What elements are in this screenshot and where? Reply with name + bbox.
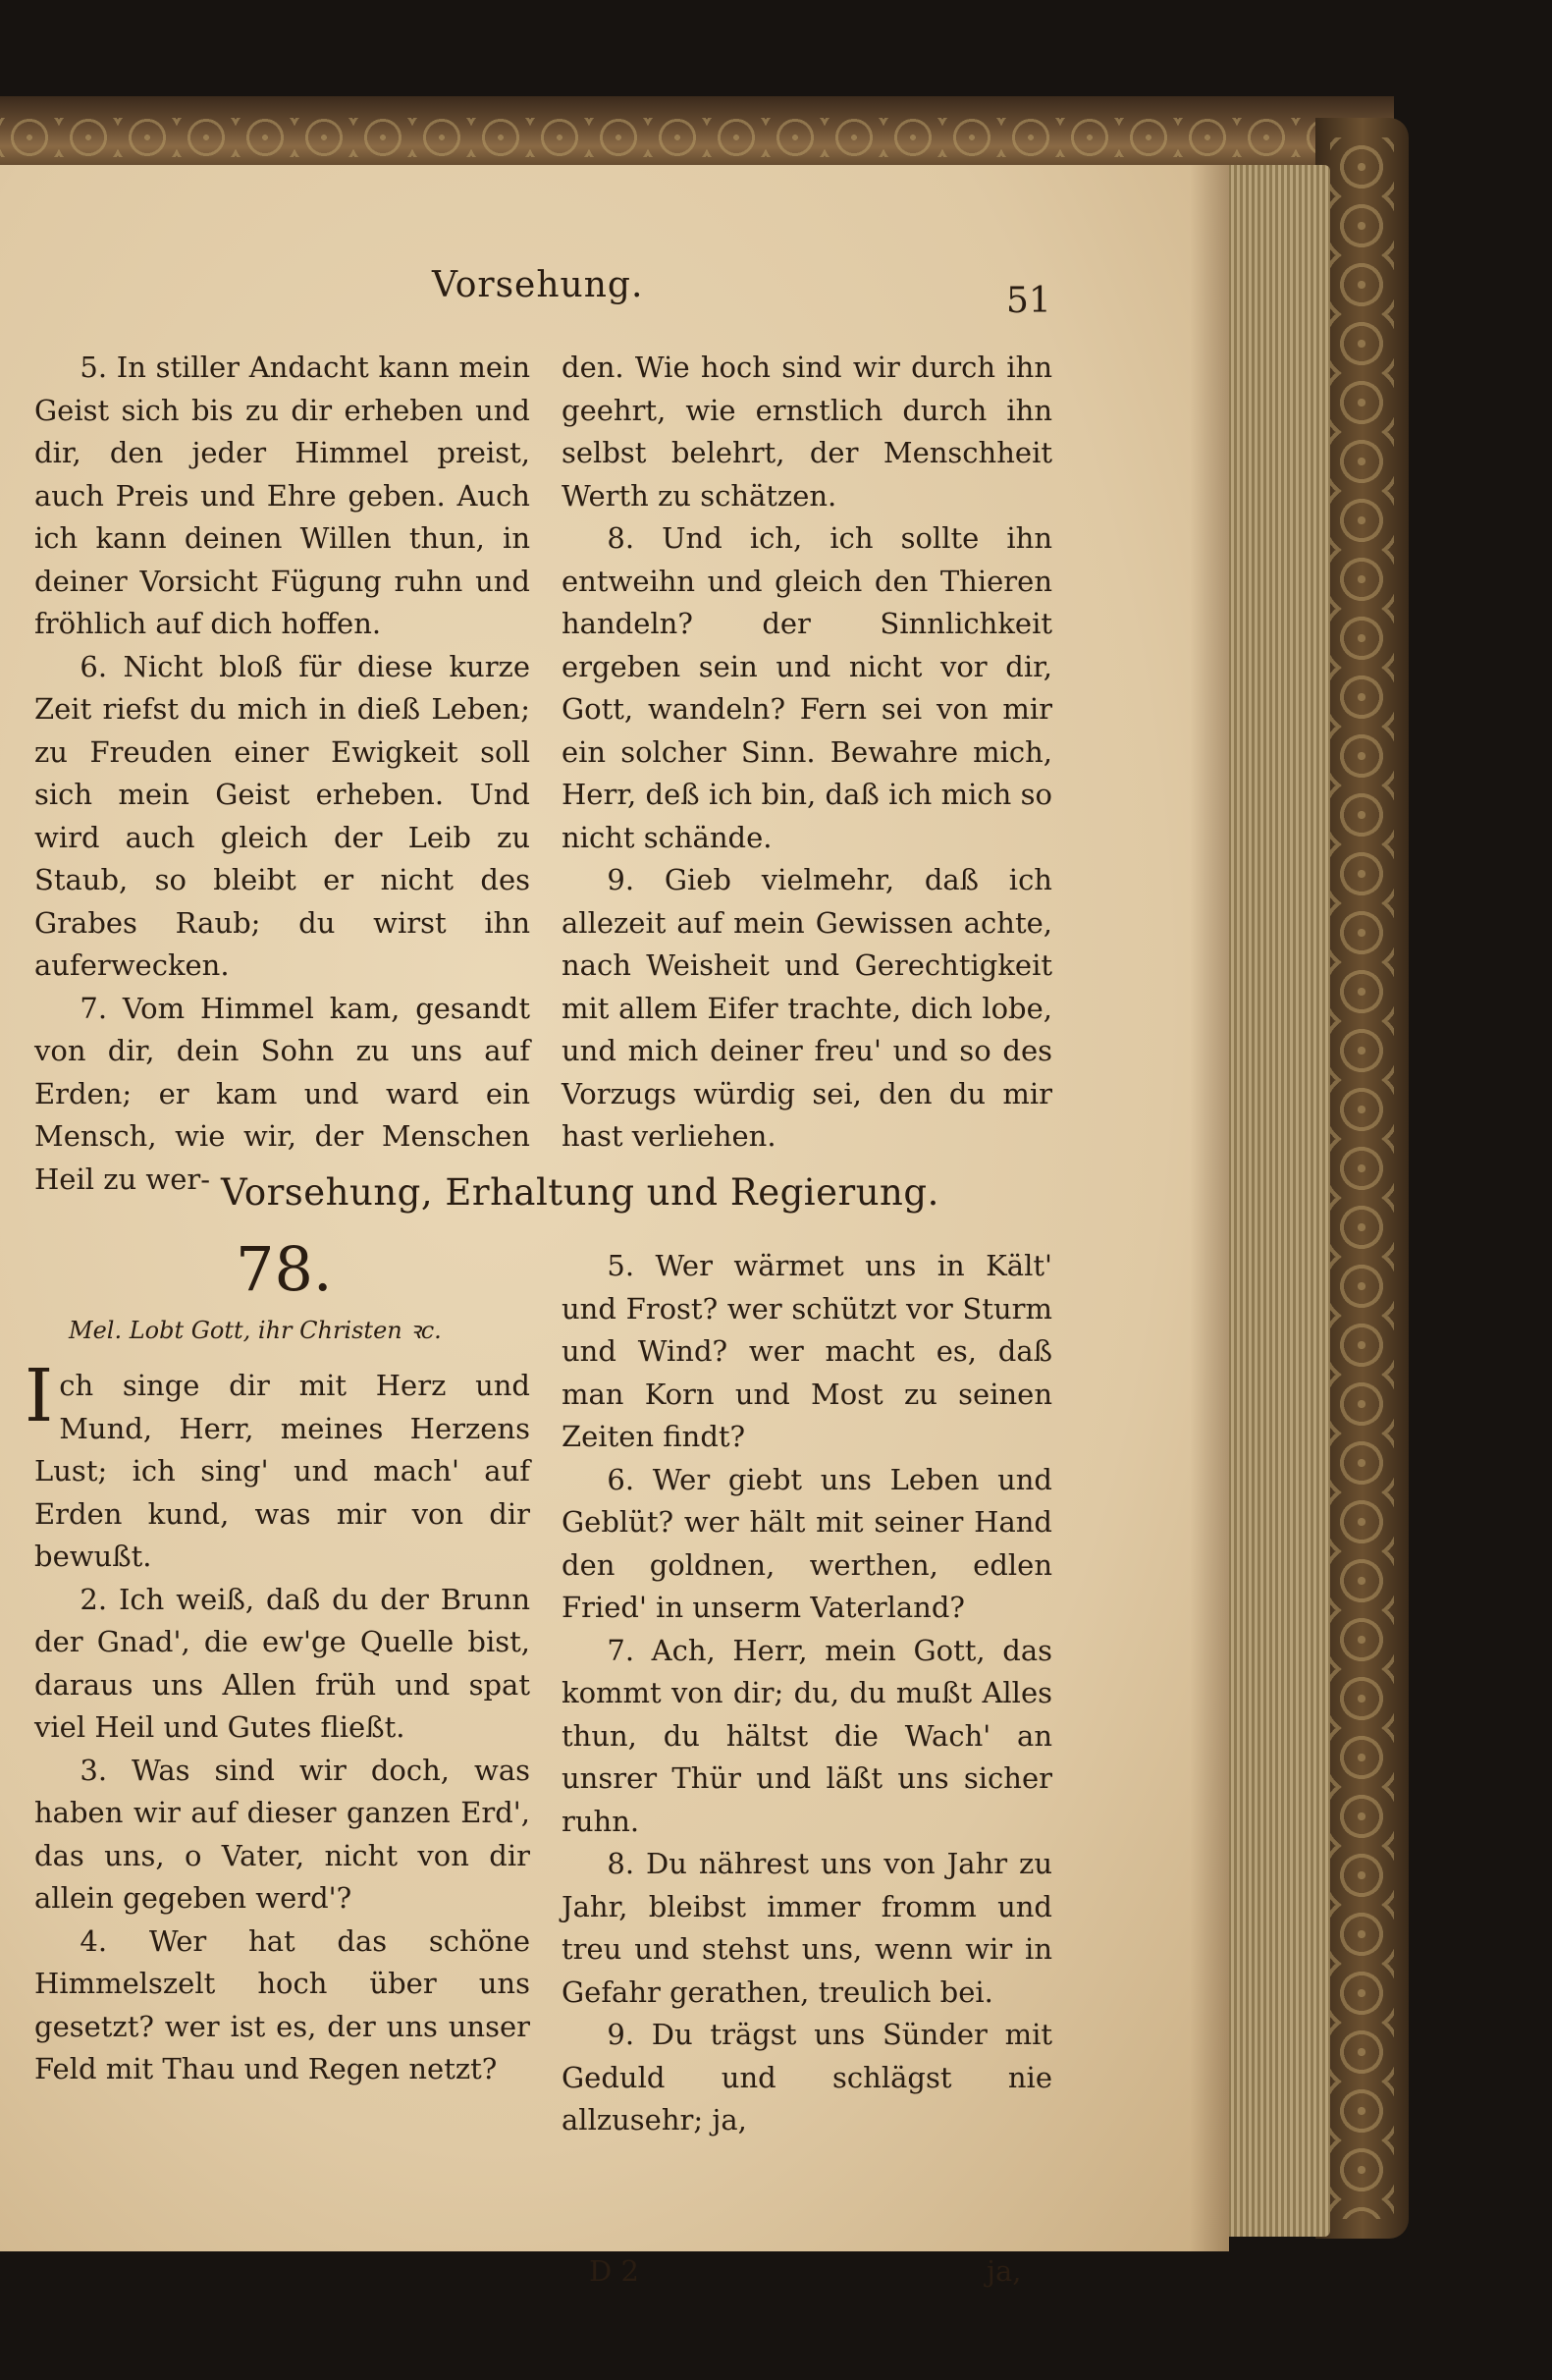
verse: 8. Du nährest uns von Jahr zu Jahr, bleibst immer fromm und treu und stehst uns, wenn wir in Gefahr gerathen, treulich bei. [562,1847,1052,2009]
verse: den. Wie hoch sind wir durch ihn geehrt, wie ernstlich durch ihn selbst belehrt, der Menschheit Werth zu schätzen. [562,351,1052,513]
column-bottom-right [562,1245,1052,2142]
cover-ornament [0,118,1394,157]
verse: 3. Was sind wir doch, was haben wir auf dieser ganzen Erd', das uns, o Vater, nicht von dir allein gegeben werd'? [34,1753,530,1915]
column-top-right [562,347,1052,1159]
section-heading: Vorsehung, Erhaltung und Regierung. [221,1171,939,1214]
column-top-left [34,347,530,1201]
verse: 9. Gieb vielmehr, daß ich allezeit auf mein Gewissen achte, nach Weisheit und Gerechtigkeit mit allem Eifer trachte, dich lobe, und mich deiner freu' und so des Vorzugs würdig sei, den du mir hast verliehen. [562,863,1052,1153]
hymn-number: 78. [236,1233,333,1305]
verse: 8. Und ich, ich sollte ihn entweihn und gleich den Thieren handeln? der Sinnlichkeit ergeben sein und nicht vor dir, Gott, wandeln? Fern sei von mir ein solcher Sinn. Bewahre mich, Herr, deß ich bin, daß ich mich so nicht schände. [562,521,1052,854]
verse: 7. Vom Himmel kam, gesandt von dir, dein Sohn zu uns auf Erden; er kam und ward ein Mensch, wie wir, der Menschen Heil zu wer- [34,991,530,1196]
page-number: 51 [1006,281,1051,321]
melody-note: Mel. Lobt Gott, ihr Christen ꝛc. [69,1317,442,1344]
catchword: ja, [987,2254,1022,2288]
verse: 2. Ich weiß, daß du der Brunn der Gnad', die ew'ge Quelle bist, daraus uns Allen früh und spat viel Heil und Gutes fließt. [34,1582,530,1744]
running-head: Vorsehung. [432,265,644,305]
verse [25,1354,530,1579]
verse: 6. Nicht bloß für diese kurze Zeit riefst du mich in dieß Leben; zu Freuden einer Ewigkeit soll sich mein Geist erheben. Und wird auch gleich der Leib zu Staub, so bleibt er nicht des Grabes Raub; du wirst ihn auferwecken. [34,649,530,982]
verse: 9. Du trägst uns Sünder mit Geduld und schlägst nie allzusehr; ja, [562,2018,1052,2137]
column-bottom-left [25,1354,530,2091]
verse: 7. Ach, Herr, mein Gott, das kommt von dir; du, du mußt Alles thun, du hältst die Wach' an unsrer Thür und läßt uns sicher ruhn. [562,1633,1052,1838]
verse: 5. In stiller Andacht kann mein Geist sich bis zu dir erheben und dir, den jeder Himmel preist, auch Preis und Ehre geben. Auch ich kann deinen Willen thun, in deiner Vorsicht Fügung ruhn und fröhlich auf dich hoffen. [34,351,530,640]
verse: 6. Wer giebt uns Leben und Geblüt? wer hält mit seiner Hand den goldnen, werthen, edlen Fried' in unserm Vaterland? [562,1462,1052,1624]
dropcap: I [25,1354,54,1438]
book-page [0,165,1229,2288]
verse: 5. Wer wärmet uns in Kält' und Frost? wer schützt vor Sturm und Wind? wer macht es, daß man Korn und Most zu seinen Zeiten findt? [562,1249,1052,1453]
verse: 4. Wer hat das schöne Himmelszelt hoch über uns gesetzt? wer ist es, der uns unser Feld mit Thau und Regen netzt? [34,1923,530,2085]
verse-text: ch singe dir mit Herz und Mund, Herr, meines Herzens Lust; ich sing' und mach' auf Erden kund, was mir von dir bewußt. [34,1369,530,1573]
cover-ornament [1330,137,1394,2219]
page-edges [1222,165,1330,2237]
signature-mark: D 2 [589,2254,639,2288]
